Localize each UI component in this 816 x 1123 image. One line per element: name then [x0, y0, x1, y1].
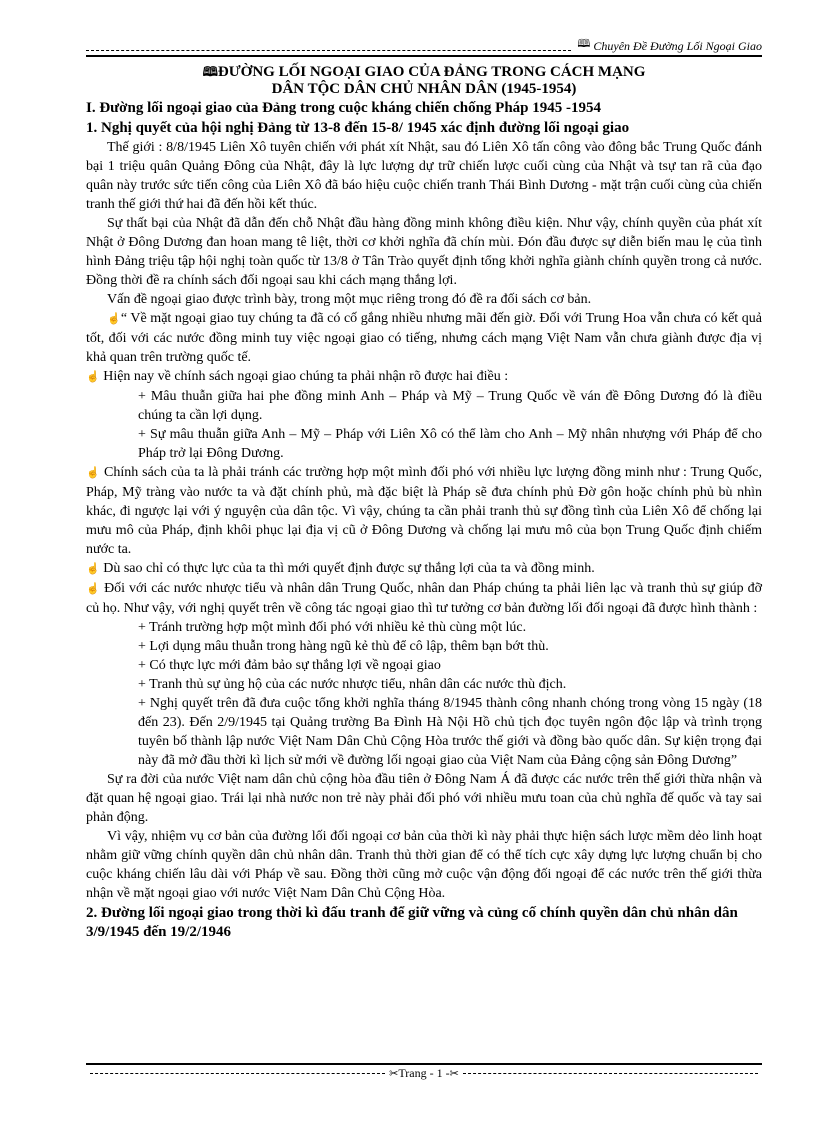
scissors-icon: ✂ [389, 1068, 399, 1080]
section-heading-1-2: 2. Đường lối ngoại giao trong thời kì đấu tranh để giữ vững và củng cố chính quyền dân chủ nhân dân 3/9/1945 đến 19/2/1946 [86, 905, 738, 940]
paragraph-diplomacy-intro: Vấn đề ngoại giao được trình bày, trong một mục riêng trong đó đề ra đối sách cơ bản. [107, 292, 592, 307]
page-header [86, 38, 762, 54]
book-icon: 🕮 [577, 38, 591, 50]
header-rule [86, 55, 762, 57]
page-footer [86, 1066, 762, 1081]
bullet-principle-4: + Tranh thủ sự ủng hộ của các nước nhược tiểu, nhân dân các nước thù địch. [138, 677, 567, 692]
quote-text-3: Chính sách của ta là phải tránh các trường hợp một mình đối phó với nhiều lực lượng đồng minh như : Trung Quốc, Pháp, Mỹ tràng vào nước ta và đặt chính phủ, mà đặc biệt là Pháp sẽ đưa chính phủ Đờ gôn hoặc chính phủ bù nhìn khác, đi ngược lại với ý nguyện của dân tộc. Vì vậy, chúng ta cần phải tranh thủ sự đồng tình của Liên Xô để chống lại mưu mô của Pháp, định khôi phục lại địa vị cũ ở Đông Dương và chống lại mưu mô của bọn Trung Quốc định chiếm nước ta. [86, 465, 762, 557]
quote-text-1: “ Về mặt ngoại giao tuy chúng ta đã có cố gắng nhiều nhưng mãi đến giờ. Đối với Trung Hoa vẫn chưa có kết quả tốt, đối với các nước đồng minh tuy việc ngoại giao có tiếng, nhưng cách mạng Việt Nam vẫn chưa giành được địa vị khả quan trên trường quốc tế. [86, 311, 762, 365]
quote-paragraph-1 [86, 309, 762, 367]
footer-dashed-rule-left [90, 1073, 385, 1074]
footer-page-number [389, 1066, 459, 1081]
footer-dashed-rule-right [463, 1073, 758, 1074]
bullet-principle-2: + Lợi dụng mâu thuẫn trong hàng ngũ kẻ thù để cô lập, thêm bạn bớt thù. [138, 639, 549, 654]
section-heading-1-1: 1. Nghị quyết của hội nghị Đảng từ 13-8 đến 15-8/ 1945 xác định đường lối ngoại giao [86, 120, 630, 136]
bullet-principle-1: + Tránh trường hợp một mình đối phó với nhiều kẻ thù cùng một lúc. [138, 620, 527, 635]
quote-text-5: Đối với các nước nhược tiểu và nhân dân Trung Quốc, nhân dan Pháp chúng ta phải liên lạc và tranh thủ sự giúp đỡ củ họ. Như vậy, với nghị quyết trên về công tác ngoại giao thì tư tưởng cơ bản đường lối đối ngoại đã được hình thành : [86, 581, 762, 616]
document-title [86, 63, 762, 98]
quote-text-2: Hiện nay về chính sách ngoại giao chúng ta phải nhận rõ được hai điều : [99, 369, 509, 384]
title-line-1: ĐƯỜNG LỐI NGOẠI GIAO CỦA ĐẢNG TRONG CÁCH MẠNG [217, 64, 646, 80]
arrow-bullet-icon: ☝ [86, 467, 101, 479]
quote-paragraph-3 [86, 463, 762, 559]
paragraph-world-context: Thế giới : 8/8/1945 Liên Xô tuyên chiến với phát xít Nhật, sau đó Liên Xô tấn công vào đông bắc Trung Quốc đánh bại 1 triệu quân Quảng Đông của Nhật, đây là lực lượng dự trữ chiến lược cuối cùng của Nhật và tsự tan rã của đạo quân này trước sức tiến công của Liên Xô đã báo hiệu cuộc chiến tranh Thái Bình Dương - mặt trận cuối cùng của chiến tranh thế giới thứ hai đã đến hồi kết thúc. [86, 140, 762, 212]
arrow-bullet-icon: ☝ [86, 563, 100, 575]
bullet-contradiction-2: + Sự mâu thuẫn giữa Anh – Mỹ – Pháp với Liên Xô có thể làm cho Anh – Mỹ nhân nhượng với Pháp để cho Pháp trở lại Đông Dương. [138, 427, 762, 461]
bullet-principle-3: + Có thực lực mới đảm bảo sự thắng lợi về ngoại giao [138, 658, 441, 673]
arrow-bullet-icon: ☝ [86, 583, 101, 595]
bullet-principle-5: + Nghị quyết trên đã đưa cuộc tổng khởi nghĩa tháng 8/1945 thành công nhanh chóng trong vòng 15 ngày (18 đến 23). Đến 2/9/1945 tại Quảng trường Ba Đình Hà Nội Hồ chủ tịch đọc tuyên ngôn độc lập và trình trọng tuyên bố thành lập nước Việt Nam Dân Chủ Cộng Hòa trước thế giới và đồng bào quốc dân. Sự kiện trọng đại này đã mở đầu thời kì lịch sử mới về đường lối ngoại giao của Việt Nam của Đảng cộng sản Đông Dương” [138, 696, 762, 768]
header-dashed-rule [86, 50, 571, 51]
quote-paragraph-4 [86, 559, 762, 579]
paragraph-basic-task: Vì vậy, nhiệm vụ cơ bản của đường lối đối ngoại cơ bản của thời kì này phải thực hiện sách lược mềm dẻo linh hoạt nhằm giữ vững chính quyền dân chủ nhân dân. Tranh thủ thời gian để có thể tích cực xây dựng lực lượng chuẩn bị cho cuộc kháng chiến lâu dài với Pháp về sau. Đồng thời cũng mở cuộc vận động đối ngoại để các nước trên thế giới thừa nhận về mặt ngoại giao với nước Việt Nam Dân Chủ Cộng Hòa. [86, 829, 762, 901]
title-line-2: DÂN TỘC DÂN CHỦ NHÂN DÂN (1945-1954) [271, 81, 577, 97]
quote-text-4: Dù sao chỉ có thực lực của ta thì mới quyết định được sự thắng lợi của ta và đồng minh. [99, 561, 595, 576]
scissors-icon: ✂ [449, 1068, 459, 1080]
paragraph-new-state: Sự ra đời của nước Việt nam dân chủ cộng hòa đầu tiên ở Đông Nam Á đã được các nước trên thế giới thừa nhận và đặt quan hệ ngoại giao. Trái lại nhà nước non trẻ này phải đối phó với nhiều mưu toan của chủ nghĩa đế quốc và tay sai phản động. [86, 772, 762, 825]
bullet-contradiction-1: + Mâu thuẫn giữa hai phe đồng minh Anh – Pháp và Mỹ – Trung Quốc về ván đề Đông Dương đó là điều chúng ta cần lợi dụng. [138, 389, 762, 423]
quote-paragraph-2 [86, 367, 762, 387]
header-text: Chuyên Đề Đường Lối Ngoại Giao [593, 39, 762, 53]
document-page [86, 38, 762, 942]
arrow-bullet-icon: ☝ [107, 313, 121, 325]
arrow-bullet-icon: ☝ [86, 371, 100, 383]
paragraph-japan-defeat: Sự thất bại của Nhật đã dẫn đến chỗ Nhật đầu hàng đồng minh không điều kiện. Như vậy, chính quyền của phát xít Nhật ở Đông Dương đan hoan mang tê liệt, thời cơ khởi nghĩa đã chín mùi. Đón đầu được sự diễn biến mau lẹ của tình hình Đảng triệu tập hội nghị toàn quốc từ 13/8 ở Tân Trào quyết định tổng khởi nghĩa giành chính quyền trong cả nước. Đồng thời đề ra chính sách đối ngoại sau khi cách mạng thắng lợi. [86, 216, 762, 288]
quote-paragraph-5 [86, 579, 762, 618]
book-icon: 🕮 [202, 64, 218, 79]
section-heading-1: I. Đường lối ngoại giao của Đảng trong cuộc kháng chiến chống Pháp 1945 -1954 [86, 100, 602, 116]
footer-text: Trang - 1 - [398, 1066, 450, 1080]
footer-rule [86, 1063, 762, 1065]
